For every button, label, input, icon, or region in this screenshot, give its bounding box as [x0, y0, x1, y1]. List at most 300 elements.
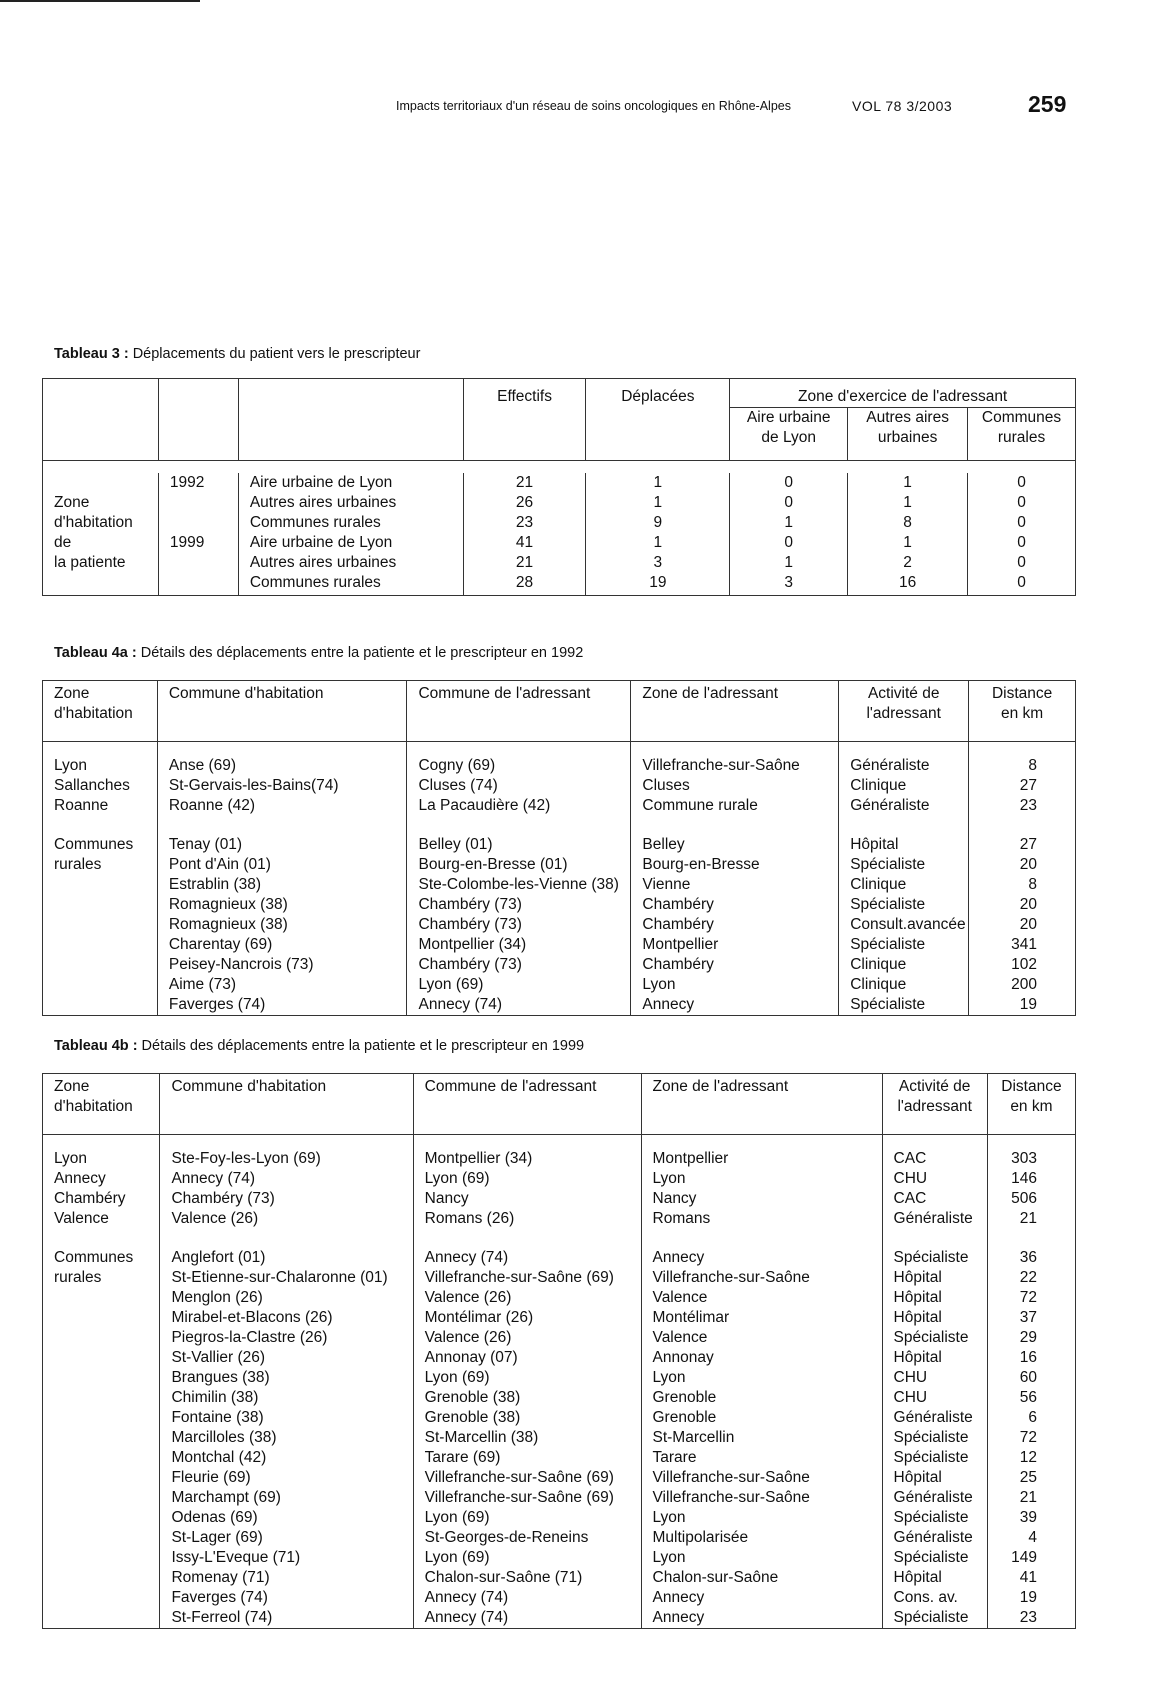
- aire-urbaine-cell: 0: [730, 533, 848, 553]
- header-zone: Zone d'habitation: [43, 681, 158, 742]
- deplacees-cell: 1: [586, 493, 730, 513]
- header-commune-adressant: Commune de l'adressant: [413, 1074, 641, 1135]
- gap-cell: [631, 816, 839, 835]
- zone-cell: Communes rurales: [238, 513, 463, 533]
- distance-cell: 36: [987, 1248, 1075, 1268]
- distance-cell: 200: [969, 975, 1076, 995]
- activite-cell: Spécialiste: [882, 1548, 987, 1568]
- commune-adressant-cell: Lyon (69): [407, 975, 631, 995]
- zone-cell: [43, 915, 158, 935]
- zone-adressant-cell: Chalon-sur-Saône: [641, 1568, 882, 1588]
- commune-adressant-cell: Lyon (69): [413, 1368, 641, 1388]
- distance-cell: 60: [987, 1368, 1075, 1388]
- table-row: [43, 1408, 1076, 1428]
- activite-cell: Hôpital: [882, 1268, 987, 1288]
- table-row: [43, 875, 1076, 895]
- table-row: [43, 1348, 1076, 1368]
- commune-habitation-cell: Faverges (74): [157, 995, 407, 1016]
- activite-cell: Spécialiste: [882, 1248, 987, 1268]
- table-row: [43, 915, 1076, 935]
- zone-adressant-cell: Villefranche-sur-Saône: [631, 742, 839, 777]
- zone-cell: Chambéry: [43, 1189, 160, 1209]
- zone-cell: [43, 955, 158, 975]
- header-activite: Activité de l'adressant: [882, 1074, 987, 1135]
- commune-adressant-cell: St-Georges-de-Reneins: [413, 1528, 641, 1548]
- distance-cell: 6: [987, 1408, 1075, 1428]
- tableau3-header-row: [43, 379, 1076, 408]
- commune-adressant-cell: Annecy (74): [407, 995, 631, 1016]
- activite-cell: Spécialiste: [882, 1428, 987, 1448]
- row-label-line: Zone: [43, 493, 159, 513]
- commune-adressant-cell: Villefranche-sur-Saône (69): [413, 1488, 641, 1508]
- activite-cell: CAC: [882, 1189, 987, 1209]
- autres-aires-cell: 1: [848, 533, 968, 553]
- distance-cell: 72: [987, 1428, 1075, 1448]
- commune-habitation-cell: Pont d'Ain (01): [157, 855, 407, 875]
- commune-adressant-cell: Romans (26): [413, 1209, 641, 1229]
- commune-adressant-cell: Cogny (69): [407, 742, 631, 777]
- table-row: [43, 533, 1076, 553]
- activite-cell: Généraliste: [882, 1528, 987, 1548]
- distance-cell: 27: [969, 835, 1076, 855]
- commune-adressant-cell: Lyon (69): [413, 1169, 641, 1189]
- group-gap: [43, 1229, 1076, 1248]
- distance-cell: 4: [987, 1528, 1075, 1548]
- header-distance: Distance en km: [969, 681, 1076, 742]
- table-row: [43, 1608, 1076, 1629]
- table-row: [43, 1548, 1076, 1568]
- zone-adressant-cell: Annecy: [641, 1248, 882, 1268]
- tableau4b-body: [43, 1135, 1076, 1629]
- header-commune-adressant: Commune de l'adressant: [407, 681, 631, 742]
- gap-cell: [969, 816, 1076, 835]
- commune-habitation-cell: Odenas (69): [160, 1508, 413, 1528]
- commune-adressant-cell: Annonay (07): [413, 1348, 641, 1368]
- row-label-line: la patiente: [43, 553, 159, 573]
- activite-cell: Hôpital: [882, 1288, 987, 1308]
- commune-adressant-cell: St-Marcellin (38): [413, 1428, 641, 1448]
- distance-cell: 12: [987, 1448, 1075, 1468]
- commune-adressant-cell: Annecy (74): [413, 1248, 641, 1268]
- table-row: [43, 955, 1076, 975]
- zone-adressant-cell: Annonay: [641, 1348, 882, 1368]
- effectifs-cell: 28: [463, 573, 586, 596]
- activite-cell: Clinique: [839, 955, 969, 975]
- commune-habitation-cell: Charentay (69): [157, 935, 407, 955]
- commune-adressant-cell: Chambéry (73): [407, 915, 631, 935]
- commune-habitation-cell: Fontaine (38): [160, 1408, 413, 1428]
- commune-adressant-cell: Ste-Colombe-les-Vienne (38): [407, 875, 631, 895]
- tableau3-table: [42, 378, 1076, 596]
- distance-cell: 41: [987, 1568, 1075, 1588]
- commune-adressant-cell: Montpellier (34): [407, 935, 631, 955]
- zone-adressant-cell: Valence: [641, 1288, 882, 1308]
- zone-adressant-cell: Lyon: [641, 1368, 882, 1388]
- communes-rurales-cell: 0: [968, 553, 1076, 573]
- table-row: [43, 1268, 1076, 1288]
- zone-adressant-cell: Grenoble: [641, 1388, 882, 1408]
- activite-cell: Généraliste: [882, 1488, 987, 1508]
- activite-cell: Clinique: [839, 875, 969, 895]
- commune-habitation-cell: Anglefort (01): [160, 1248, 413, 1268]
- commune-adressant-cell: Montélimar (26): [413, 1308, 641, 1328]
- table-row: [43, 1328, 1076, 1348]
- zone-adressant-cell: Annecy: [631, 995, 839, 1016]
- commune-habitation-cell: Fleurie (69): [160, 1468, 413, 1488]
- page-number: 259: [1028, 91, 1067, 117]
- table-row: [43, 1135, 1076, 1170]
- tableau4a-table: [42, 680, 1076, 1016]
- zone-cell: [43, 1328, 160, 1348]
- distance-cell: 20: [969, 915, 1076, 935]
- zone-cell: Communes rurales: [238, 573, 463, 596]
- zone-adressant-cell: Nancy: [641, 1189, 882, 1209]
- distance-cell: 39: [987, 1508, 1075, 1528]
- gap-cell: [641, 1229, 882, 1248]
- deplacees-cell: 1: [586, 533, 730, 553]
- activite-cell: Spécialiste: [882, 1608, 987, 1629]
- tableau4b-caption: Tableau 4b : Détails des déplacements entre la patiente et le prescripteur en 1999: [54, 1038, 585, 1054]
- volume-label: VOL 78 3/2003: [852, 98, 953, 114]
- commune-adressant-cell: La Pacaudière (42): [407, 796, 631, 816]
- commune-habitation-cell: Peisey-Nancrois (73): [157, 955, 407, 975]
- effectifs-cell: 41: [463, 533, 586, 553]
- table-row: [43, 796, 1076, 816]
- zone-adressant-cell: Lyon: [631, 975, 839, 995]
- table-row: [43, 1368, 1076, 1388]
- commune-habitation-cell: St-Etienne-sur-Chalaronne (01): [160, 1268, 413, 1288]
- table-row: [43, 895, 1076, 915]
- deplacees-cell: 19: [586, 573, 730, 596]
- table-row: [43, 1248, 1076, 1268]
- header-zone-adressant: Zone de l'adressant: [641, 1074, 882, 1135]
- zone-adressant-cell: Montpellier: [631, 935, 839, 955]
- activite-cell: Spécialiste: [882, 1508, 987, 1528]
- table-row: [43, 553, 1076, 573]
- distance-cell: 23: [969, 796, 1076, 816]
- activite-cell: Spécialiste: [839, 935, 969, 955]
- activite-cell: Spécialiste: [839, 895, 969, 915]
- commune-habitation-cell: Faverges (74): [160, 1588, 413, 1608]
- distance-cell: 21: [987, 1209, 1075, 1229]
- zone-cell: [43, 1548, 160, 1568]
- aire-urbaine-cell: 0: [730, 473, 848, 493]
- table-row: [43, 1568, 1076, 1588]
- row-label-line: d'habitation: [43, 513, 159, 533]
- commune-habitation-cell: Marcilloles (38): [160, 1428, 413, 1448]
- gap-cell: [839, 816, 969, 835]
- distance-cell: 72: [987, 1288, 1075, 1308]
- autres-aires-cell: 16: [848, 573, 968, 596]
- zone-adressant-cell: Annecy: [641, 1588, 882, 1608]
- table-row: [43, 1448, 1076, 1468]
- zone-cell: [43, 1508, 160, 1528]
- row-label-line: [43, 473, 159, 493]
- distance-cell: 341: [969, 935, 1076, 955]
- activite-cell: Clinique: [839, 776, 969, 796]
- commune-habitation-cell: Montchal (42): [160, 1448, 413, 1468]
- zone-cell: [43, 975, 158, 995]
- commune-habitation-cell: St-Gervais-les-Bains(74): [157, 776, 407, 796]
- zone-cell: [43, 895, 158, 915]
- commune-adressant-cell: Belley (01): [407, 835, 631, 855]
- commune-habitation-cell: Issy-L'Eveque (71): [160, 1548, 413, 1568]
- zone-cell: rurales: [43, 855, 158, 875]
- zone-cell: Communes: [43, 1248, 160, 1268]
- activite-cell: Généraliste: [882, 1408, 987, 1428]
- table-row: [43, 855, 1076, 875]
- commune-habitation-cell: Anse (69): [157, 742, 407, 777]
- activite-cell: Spécialiste: [882, 1328, 987, 1348]
- commune-adressant-cell: Grenoble (38): [413, 1388, 641, 1408]
- communes-rurales-cell: 0: [968, 473, 1076, 493]
- activite-cell: Clinique: [839, 975, 969, 995]
- zone-cell: Roanne: [43, 796, 158, 816]
- commune-adressant-cell: Cluses (74): [407, 776, 631, 796]
- tableau4a-body: [43, 742, 1076, 1016]
- distance-cell: 27: [969, 776, 1076, 796]
- zone-cell: [43, 1408, 160, 1428]
- row-label-line: de: [43, 533, 159, 553]
- gap-cell: [43, 1229, 160, 1248]
- commune-habitation-cell: Menglon (26): [160, 1288, 413, 1308]
- distance-cell: 29: [987, 1328, 1075, 1348]
- zone-adressant-cell: Annecy: [641, 1608, 882, 1629]
- zone-adressant-cell: Vienne: [631, 875, 839, 895]
- activite-cell: Spécialiste: [882, 1448, 987, 1468]
- zone-adressant-cell: Chambéry: [631, 915, 839, 935]
- zone-cell: [43, 1528, 160, 1548]
- zone-cell: [43, 1368, 160, 1388]
- distance-cell: 19: [987, 1588, 1075, 1608]
- header-effectifs: Effectifs: [463, 379, 586, 461]
- distance-cell: 303: [987, 1135, 1075, 1170]
- header-distance: Distance en km: [987, 1074, 1075, 1135]
- table-row: [43, 473, 1076, 493]
- deplacees-cell: 1: [586, 473, 730, 493]
- gap-cell: [987, 1229, 1075, 1248]
- year-cell: [158, 573, 238, 596]
- table-row: [43, 776, 1076, 796]
- zone-adressant-cell: Multipolarisée: [641, 1528, 882, 1548]
- zone-cell: [43, 1468, 160, 1488]
- zone-adressant-cell: Valence: [641, 1328, 882, 1348]
- commune-habitation-cell: Chambéry (73): [160, 1189, 413, 1209]
- zone-adressant-cell: Grenoble: [641, 1408, 882, 1428]
- effectifs-cell: 21: [463, 553, 586, 573]
- zone-cell: Lyon: [43, 742, 158, 777]
- page-header: [0, 91, 1153, 119]
- year-cell: 1999: [158, 533, 238, 553]
- zone-adressant-cell: Montpellier: [641, 1135, 882, 1170]
- commune-adressant-cell: Chambéry (73): [407, 955, 631, 975]
- zone-cell: [43, 935, 158, 955]
- table-row: [43, 1169, 1076, 1189]
- zone-adressant-cell: Montélimar: [641, 1308, 882, 1328]
- distance-cell: 102: [969, 955, 1076, 975]
- table-row: [43, 1528, 1076, 1548]
- table-row: [43, 1388, 1076, 1408]
- activite-cell: Spécialiste: [839, 995, 969, 1016]
- zone-adressant-cell: Villefranche-sur-Saône: [641, 1488, 882, 1508]
- commune-adressant-cell: Annecy (74): [413, 1588, 641, 1608]
- year-cell: [158, 493, 238, 513]
- communes-rurales-cell: 0: [968, 513, 1076, 533]
- tableau3-caption: Tableau 3 : Déplacements du patient vers le prescripteur: [54, 346, 421, 362]
- zone-cell: [43, 1388, 160, 1408]
- commune-habitation-cell: Chimilin (38): [160, 1388, 413, 1408]
- activite-cell: Spécialiste: [839, 855, 969, 875]
- commune-habitation-cell: Valence (26): [160, 1209, 413, 1229]
- row-label-line: [43, 573, 159, 596]
- autres-aires-cell: 8: [848, 513, 968, 533]
- year-cell: 1992: [158, 473, 238, 493]
- zone-cell: Lyon: [43, 1135, 160, 1170]
- zone-adressant-cell: Lyon: [641, 1508, 882, 1528]
- zone-adressant-cell: Romans: [641, 1209, 882, 1229]
- zone-adressant-cell: Chambéry: [631, 895, 839, 915]
- tableau4a-header-row: [43, 681, 1076, 742]
- commune-habitation-cell: Romagnieux (38): [157, 895, 407, 915]
- zone-adressant-cell: Lyon: [641, 1548, 882, 1568]
- gap-cell: [882, 1229, 987, 1248]
- zone-cell: [43, 875, 158, 895]
- commune-habitation-cell: Ste-Foy-les-Lyon (69): [160, 1135, 413, 1170]
- table-row: [43, 995, 1076, 1016]
- zone-cell: [43, 995, 158, 1016]
- table-row: [43, 1588, 1076, 1608]
- table-row: [43, 1189, 1076, 1209]
- zone-cell: [43, 1488, 160, 1508]
- commune-adressant-cell: Chalon-sur-Saône (71): [413, 1568, 641, 1588]
- zone-adressant-cell: St-Marcellin: [641, 1428, 882, 1448]
- header-autres-aires: Autres aires urbaines: [848, 408, 968, 461]
- commune-habitation-cell: St-Lager (69): [160, 1528, 413, 1548]
- activite-cell: Hôpital: [882, 1308, 987, 1328]
- commune-adressant-cell: Valence (26): [413, 1288, 641, 1308]
- header-activite: Activité de l'adressant: [839, 681, 969, 742]
- commune-adressant-cell: Grenoble (38): [413, 1408, 641, 1428]
- aire-urbaine-cell: 1: [730, 513, 848, 533]
- zone-cell: [43, 1568, 160, 1588]
- activite-cell: Hôpital: [882, 1348, 987, 1368]
- table-row: [43, 1288, 1076, 1308]
- zone-cell: Autres aires urbaines: [238, 553, 463, 573]
- zone-adressant-cell: Villefranche-sur-Saône: [641, 1268, 882, 1288]
- commune-habitation-cell: Romagnieux (38): [157, 915, 407, 935]
- zone-adressant-cell: Chambéry: [631, 955, 839, 975]
- zone-adressant-cell: Commune rurale: [631, 796, 839, 816]
- table-row: [43, 1488, 1076, 1508]
- gap-cell: [43, 816, 158, 835]
- commune-adressant-cell: Chambéry (73): [407, 895, 631, 915]
- zone-adressant-cell: Belley: [631, 835, 839, 855]
- zone-cell: Autres aires urbaines: [238, 493, 463, 513]
- commune-habitation-cell: Aime (73): [157, 975, 407, 995]
- activite-cell: Consult.avancée: [839, 915, 969, 935]
- autres-aires-cell: 1: [848, 473, 968, 493]
- commune-habitation-cell: Tenay (01): [157, 835, 407, 855]
- commune-habitation-cell: Brangues (38): [160, 1368, 413, 1388]
- year-cell: [158, 553, 238, 573]
- year-cell: [158, 513, 238, 533]
- commune-adressant-cell: Lyon (69): [413, 1548, 641, 1568]
- communes-rurales-cell: 0: [968, 573, 1076, 596]
- running-title: Impacts territoriaux d'un réseau de soins oncologiques en Rhône-Alpes: [396, 99, 791, 113]
- activite-cell: Généraliste: [882, 1209, 987, 1229]
- effectifs-cell: 23: [463, 513, 586, 533]
- commune-adressant-cell: Villefranche-sur-Saône (69): [413, 1468, 641, 1488]
- gap-cell: [407, 816, 631, 835]
- table-row: [43, 513, 1076, 533]
- activite-cell: Généraliste: [839, 742, 969, 777]
- distance-cell: 56: [987, 1388, 1075, 1408]
- zone-cell: [43, 1608, 160, 1629]
- deplacees-cell: 3: [586, 553, 730, 573]
- gap-cell: [160, 1229, 413, 1248]
- distance-cell: 16: [987, 1348, 1075, 1368]
- activite-cell: CHU: [882, 1388, 987, 1408]
- zone-cell: Aire urbaine de Lyon: [238, 473, 463, 493]
- activite-cell: Généraliste: [839, 796, 969, 816]
- aire-urbaine-cell: 0: [730, 493, 848, 513]
- tableau4b-table: [42, 1073, 1076, 1629]
- commune-habitation-cell: Roanne (42): [157, 796, 407, 816]
- activite-cell: Hôpital: [882, 1568, 987, 1588]
- distance-cell: 19: [969, 995, 1076, 1016]
- tableau3-body: [43, 473, 1076, 596]
- deplacees-cell: 9: [586, 513, 730, 533]
- gap-cell: [413, 1229, 641, 1248]
- activite-cell: CHU: [882, 1368, 987, 1388]
- zone-cell: Annecy: [43, 1169, 160, 1189]
- tableau4b-header-row: [43, 1074, 1076, 1135]
- commune-adressant-cell: Tarare (69): [413, 1448, 641, 1468]
- distance-cell: 146: [987, 1169, 1075, 1189]
- activite-cell: Cons. av.: [882, 1588, 987, 1608]
- distance-cell: 506: [987, 1189, 1075, 1209]
- distance-cell: 23: [987, 1608, 1075, 1629]
- distance-cell: 21: [987, 1488, 1075, 1508]
- header-zone-exercice: Zone d'exercice de l'adressant: [730, 379, 1076, 408]
- zone-cell: Aire urbaine de Lyon: [238, 533, 463, 553]
- distance-cell: 20: [969, 855, 1076, 875]
- commune-adressant-cell: Nancy: [413, 1189, 641, 1209]
- distance-cell: 22: [987, 1268, 1075, 1288]
- activite-cell: Hôpital: [839, 835, 969, 855]
- autres-aires-cell: 1: [848, 493, 968, 513]
- distance-cell: 149: [987, 1548, 1075, 1568]
- header-commune-habitation: Commune d'habitation: [157, 681, 407, 742]
- commune-habitation-cell: Estrablin (38): [157, 875, 407, 895]
- top-rule: [0, 0, 200, 2]
- commune-habitation-cell: Piegros-la-Clastre (26): [160, 1328, 413, 1348]
- aire-urbaine-cell: 3: [730, 573, 848, 596]
- zone-adressant-cell: Cluses: [631, 776, 839, 796]
- table-row: [43, 1428, 1076, 1448]
- activite-cell: Hôpital: [882, 1468, 987, 1488]
- communes-rurales-cell: 0: [968, 493, 1076, 513]
- communes-rurales-cell: 0: [968, 533, 1076, 553]
- zone-cell: [43, 1588, 160, 1608]
- table-row: [43, 935, 1076, 955]
- table-row: [43, 573, 1076, 596]
- group-gap: [43, 816, 1076, 835]
- header-zone-adressant: Zone de l'adressant: [631, 681, 839, 742]
- commune-habitation-cell: St-Ferreol (74): [160, 1608, 413, 1629]
- commune-adressant-cell: Lyon (69): [413, 1508, 641, 1528]
- table-row: [43, 493, 1076, 513]
